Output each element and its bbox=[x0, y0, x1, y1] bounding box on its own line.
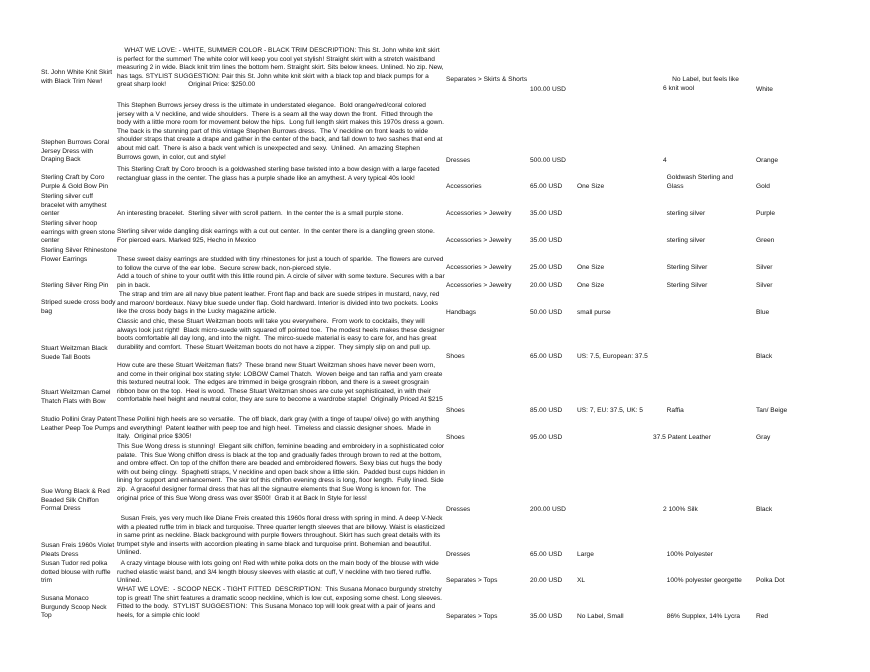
row-color: Blue bbox=[756, 309, 770, 316]
row-description: This Sterling Craft by Coro brooch is a goldwashed sterling base twisted into a bow design with a large faceted rectangluar glass in the center. The glass has a purple shade like an amythest. A very typical 40s look! bbox=[117, 166, 442, 182]
row-size: US: 7.5, European: 37.5 bbox=[577, 353, 648, 360]
row-material: 100% Polyester bbox=[663, 551, 713, 558]
row-color: Green bbox=[756, 237, 775, 244]
row-material: 86% Supplex, 14% Lycra bbox=[663, 613, 741, 620]
row-description: How cute are these Stuart Weitzman flats? These brand new Stuart Weitzman shoes have never been worn, and come in their original box stating style: LOBOW Camel Thatch. Woven beige and tan raffia and yarn create this textured neutral look. The edges are trimmed in beige grosgrain ribbon, and there is a sweet grosgrain ribbon bow on the top. Heel is wood. These Stuart Weitzman shoes are cute yet sophisticated, in with their comfortable heel height and neutral color, they are sure to become a wardrobe staple! Originally Priced At $215 bbox=[117, 362, 445, 404]
row-category: Accessories bbox=[446, 183, 482, 190]
row-category: Accessories > Jewelry bbox=[446, 237, 512, 244]
row-price: 35.00 USD bbox=[530, 210, 563, 217]
row-price: 65.00 USD bbox=[530, 183, 563, 190]
row-size: No Label, Small bbox=[577, 613, 624, 620]
row-category: Shoes bbox=[446, 434, 465, 441]
row-color: Black bbox=[756, 506, 773, 513]
row-category: Dresses bbox=[446, 551, 471, 558]
row-material: 37.5 Patent Leather bbox=[653, 434, 711, 441]
row-item-name: Susana Monaco Burgundy Scoop Neck Top bbox=[41, 595, 109, 620]
row-item-name: Sterling silver cuff bracelet with amythest center bbox=[41, 193, 109, 218]
row-description: This Sue Wong dress is stunning! Elegant silk chiffon, feminine beading and embroidery in a sophisticated color palate. This Sue Wong chiffon dress is black at the top and gradually fades through brown to red at the bottom, and ombre effect. On top of the chiffon there are beaded and embroidered flowers. Sexy bias cut hugs the body with out being clingy. Spaghetti straps, V neckline and open back show a little skin. Padded bust cups hidden in lining for support and enhancement. The skir tof this chiffon evening dress is long, floor length. Fully lined. Side zip. A graceful designer formal dress that has all the signautre elements that Sue Wong is known for. The original price of this Sue Wong dress was over $500! Grab it at Back In Style for less! bbox=[117, 443, 445, 502]
row-price: 95.00 USD bbox=[530, 434, 563, 441]
row-category: Accessories > Jewelry bbox=[446, 282, 512, 289]
row-material: Sterling Silver bbox=[663, 282, 708, 289]
row-category: Accessories > Jewelry bbox=[446, 210, 512, 217]
row-category: Dresses bbox=[446, 157, 471, 164]
row-category: Separates > Tops bbox=[446, 577, 498, 584]
row-category: Dresses bbox=[446, 506, 471, 513]
row-color: Polka Dot bbox=[756, 577, 785, 584]
row-description: Susan Freis, yes very much like Diane Freis created this 1960s floral dress with spring in mind. A deep V-Neck with a pleated ruffle trim in black and turquoise. Three quarter length sleeves that are billowy. Waist is elasticized in same print as neckline. Black background with purple flowers throughout. Skirt has such great details with its trumpet style and inserts with accordion pleating in same black and turquoise print. Bohemian and beautiful. Unlined. bbox=[117, 515, 445, 557]
row-material: 2 100% Silk bbox=[663, 506, 698, 513]
row-price: 20.00 USD bbox=[530, 282, 563, 289]
row-material: Goldwash Sterling and Glass bbox=[666, 174, 734, 190]
row-color: Silver bbox=[756, 282, 773, 289]
row-item-name: Stephen Burrows Coral Jersey Dress with Draping Back bbox=[41, 139, 112, 164]
row-color: White bbox=[756, 86, 773, 93]
row-size: small purse bbox=[577, 309, 611, 316]
row-price: 35.00 USD bbox=[530, 613, 563, 620]
row-item-name: Stuart Weitzman Black Suede Tall Boots bbox=[41, 345, 110, 361]
row-size: One Size bbox=[577, 264, 605, 271]
row-color: Black bbox=[756, 353, 773, 360]
row-price: 20.00 USD bbox=[530, 577, 563, 584]
row-color: Tan/ Beige bbox=[756, 407, 788, 414]
row-color: Gold bbox=[756, 183, 770, 190]
row-price: 50.00 USD bbox=[530, 309, 563, 316]
row-description: An interesting bracelet. Sterling silver with scroll pattern. In the center the is a small purple stone. bbox=[117, 210, 404, 217]
row-category: Separates > Skirts & Shorts bbox=[446, 76, 528, 83]
row-description: The strap and trim are all navy blue patent leather. Front flap and back are suede stripes in mustard, navy, red and maroon/ bordeaux. Navy blue suede under flap. Gold hardward. Interior is divided into two pockets. Looks like the cross body bags in the Lucky magazine article. bbox=[117, 291, 442, 316]
row-price: 65.00 USD bbox=[530, 551, 563, 558]
row-color: Purple bbox=[756, 210, 776, 217]
row-material: No Label, but feels like 6 knit wool bbox=[663, 76, 739, 92]
row-category: Separates > Tops bbox=[446, 613, 498, 620]
row-description: These sweet daisy earrings are studded with tiny rhinestones for just a touch of sparkle. The flowers are curved to follow the curve of the ear lobe. Secure screw back, non-pierced style. bbox=[117, 256, 444, 272]
row-item-name: Susan Tudor red polka dotted blouse with ruffle trim bbox=[41, 560, 113, 585]
row-color: Gray bbox=[756, 434, 771, 441]
row-material: sterling silver bbox=[663, 237, 706, 244]
row-item-name: Susan Freis 1960s Violet Pleats Dress bbox=[41, 542, 117, 558]
row-price: 500.00 USD bbox=[530, 157, 566, 164]
row-price: 65.00 USD bbox=[530, 353, 563, 360]
row-description: These Pollini high heels are so versatile. The off black, dark gray (with a tinge of taupe/ olive) go with anything and everything! Patent leather with peep toe and high heel. Timeless and classic designer shoes. Made in Italy. Original price $305! bbox=[117, 416, 442, 441]
row-price: 200.00 USD bbox=[530, 506, 566, 513]
row-material: 4 bbox=[663, 157, 667, 164]
row-material: 100% polyester georgette bbox=[663, 577, 742, 584]
row-size: Large bbox=[577, 551, 594, 558]
row-description: Add a touch of shine to your outfit with this little round pin. A circle of silver with some texture. Secures with a bar pin in back. bbox=[117, 273, 445, 289]
row-material: Sterling Silver bbox=[663, 264, 708, 271]
row-category: Shoes bbox=[446, 407, 465, 414]
row-description: Sterling silver wide dangling disk earrings with a cut out center. In the center there is a dangling green stone. For pierced ears. Marked 925, Hecho in Mexico bbox=[117, 228, 437, 244]
row-price: 85.00 USD bbox=[530, 407, 563, 414]
row-color: Silver bbox=[756, 264, 773, 271]
row-description: A crazy vintage blouse with lots going on! Red with white polka dots on the main body of the blouse with wide ruched elastic waist band, and 3/4 length blousy sleeves with elastic at cuff, V neckline with two tiered ruffle. Unlined. bbox=[117, 560, 441, 585]
row-item-name: Sue Wong Black & Red Beaded Silk Chiffon Formal Dress bbox=[41, 488, 112, 513]
row-description: Classic and chic, these Stuart Weitzman boots will take you everywhere. From work to cocktails, they will always look just right! Black micro-suede with squared off pointed toe. The modest heels makes these designer boots comfortable all day long, and into the night. The mirco-suede material is easy to care for, and has great durability and comfort. These Stuart Weitzman boots do not have a zipper. They simply slip on and pull up. bbox=[117, 318, 445, 351]
row-color: Red bbox=[756, 613, 769, 620]
row-item-name: St. John White Knit Skirt with Black Trim New! bbox=[41, 69, 114, 85]
row-item-name: Sterling silver hoop earrings with green stone center bbox=[41, 220, 117, 245]
row-color: Orange bbox=[756, 157, 778, 164]
row-price: 25.00 USD bbox=[530, 264, 563, 271]
row-item-name: Stuart Weitzman Camel Thatch Flats with Bow bbox=[41, 389, 113, 405]
row-size: One Size bbox=[577, 183, 605, 190]
row-item-name: Striped suede cross body bag bbox=[41, 299, 116, 315]
row-category: Handbags bbox=[446, 309, 477, 316]
row-item-name: Sterling Craft by Coro Purple & Gold Bow Pin bbox=[41, 174, 109, 190]
row-material: sterling silver bbox=[663, 210, 706, 217]
row-item-name: Sterling Silver Ring Pin bbox=[41, 282, 109, 289]
row-size: XL bbox=[577, 577, 586, 584]
row-category: Shoes bbox=[446, 353, 465, 360]
row-material: Raffia bbox=[663, 407, 684, 414]
row-price: 35.00 USD bbox=[530, 237, 563, 244]
row-item-name: Studio Pollini Gray Patent Leather Peep Toe Pumps bbox=[41, 416, 117, 432]
row-description: WHAT WE LOVE: - SCOOP NECK - TIGHT FITTED DESCRIPTION: This Susana Monaco burgundy stretchy top is great! The shirt features a dramatic scoop neckline, which is low cut, exposing some chest. Long sleeves. Fitted to the body. STYLIST SUGGESTION: This Susana Monaco top will look great with a pair of jeans and heels, for a simple chic look! bbox=[117, 586, 444, 619]
row-size: One Size bbox=[577, 282, 605, 289]
row-description: WHAT WE LOVE: - WHITE, SUMMER COLOR - BLACK TRIM DESCRIPTION: This St. John white knit skirt is perfect for the summer! The white color will keep you cool yet stylish! Straight skirt with a stretch waistband measuring 2 in wide. Black knit trim lines the bottom hem. Straight skirt. Sits below knees. Unlined. No zip. New, has tags. STYLIST SUGGESTION: Pair this St. John white knit skirt with a black top and black pumps for a great sharp look! Original Price: $250.00 bbox=[117, 47, 444, 89]
row-description: This Stephen Burrows jersey dress is the ultimate in understated elegance. Bold orange/red/coral colored jersey with a V neckline, and wide shoulders. There is a seam all the way down the front. Fitted through the body with a little more room for movement below the hips. Long full length skirt makes this 1970s dress a gown. The back is the stunning part of this vintage Stephen Burrows dress. The V neckline on front leads to wide shoulder straps that create a drape and gather in the center of the back, and fall down to two sashes that end at about mid calf. There is also a back vent which is unexpected and sexy. Unlined. An amazing Stephen Burrows gown, in color, cut and style! bbox=[117, 102, 444, 161]
row-category: Accessories > Jewelry bbox=[446, 264, 512, 271]
row-size: US: 7, EU: 37.5, UK: 5 bbox=[577, 407, 643, 414]
row-price: 100.00 USD bbox=[530, 86, 566, 93]
row-item-name: Sterling Silver Rhinestone Flower Earrings bbox=[41, 247, 117, 263]
